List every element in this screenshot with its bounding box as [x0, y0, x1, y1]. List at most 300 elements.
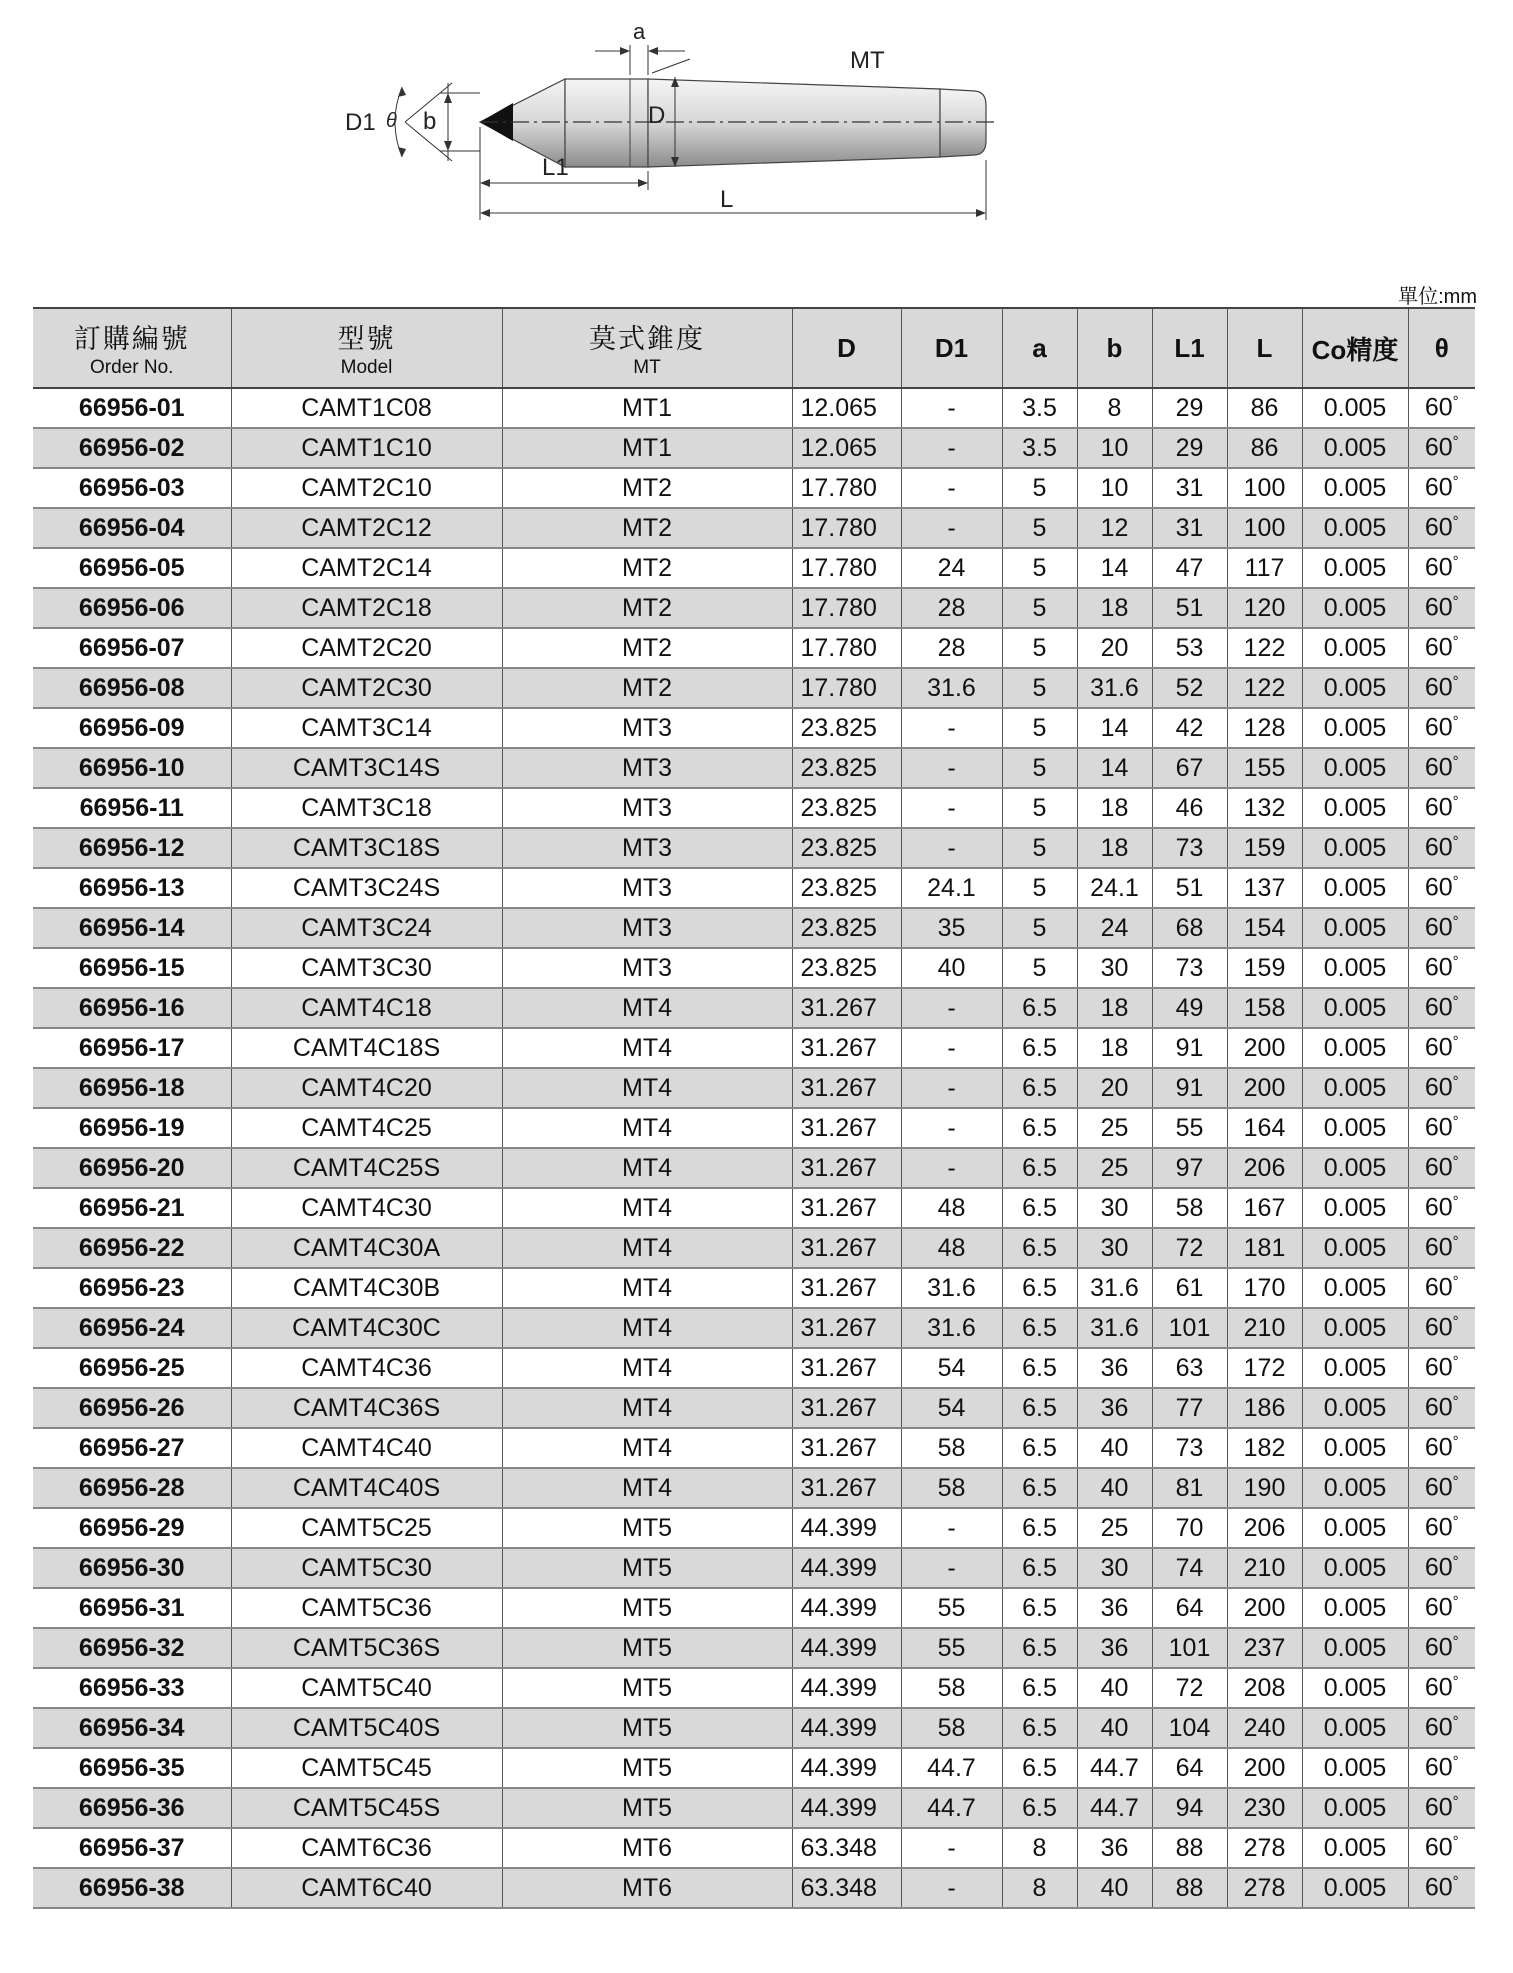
cell-d: 31.267	[792, 1428, 901, 1468]
cell-b: 18	[1077, 988, 1152, 1028]
header-order-en: Order No.	[90, 357, 174, 378]
degree-symbol: °	[1452, 913, 1459, 931]
theta-value: 60	[1424, 753, 1453, 782]
cell-model: CAMT5C45	[231, 1748, 502, 1788]
degree-symbol: °	[1452, 1553, 1459, 1571]
cell-d: 31.267	[792, 1228, 901, 1268]
cell-order-no: 66956-35	[33, 1748, 231, 1788]
cell-a: 5	[1002, 468, 1077, 508]
cell-b: 18	[1077, 588, 1152, 628]
theta-value: 60	[1424, 553, 1453, 582]
theta-value: 60	[1424, 1473, 1453, 1502]
cell-b: 18	[1077, 828, 1152, 868]
cell-l1: 49	[1152, 988, 1227, 1028]
cell-mt: MT4	[502, 1268, 792, 1308]
degree-symbol: °	[1452, 993, 1459, 1011]
cell-b: 30	[1077, 1228, 1152, 1268]
cell-l1: 51	[1152, 868, 1227, 908]
cell-mt: MT4	[502, 1068, 792, 1108]
cell-model: CAMT4C36S	[231, 1388, 502, 1428]
theta-value: 60	[1424, 1833, 1453, 1862]
cell-model: CAMT2C14	[231, 548, 502, 588]
cell-co: 0.005	[1302, 628, 1408, 668]
cell-order-no: 66956-34	[33, 1708, 231, 1748]
cell-mt: MT5	[502, 1708, 792, 1748]
table-row	[33, 388, 1475, 428]
cell-mt: MT2	[502, 588, 792, 628]
cell-l1: 64	[1152, 1588, 1227, 1628]
table-row	[33, 1308, 1475, 1348]
label-theta: θ	[386, 110, 397, 132]
table-row	[33, 1388, 1475, 1428]
cell-model: CAMT4C20	[231, 1068, 502, 1108]
cell-theta	[1408, 868, 1475, 908]
cell-d: 31.267	[792, 1268, 901, 1308]
cell-d1: 31.6	[901, 1268, 1002, 1308]
theta-value: 60	[1424, 1433, 1453, 1462]
cell-a: 5	[1002, 828, 1077, 868]
cell-co: 0.005	[1302, 1388, 1408, 1428]
cell-l: 240	[1227, 1708, 1302, 1748]
table-row	[33, 1428, 1475, 1468]
header-d: D	[792, 308, 901, 388]
cell-co: 0.005	[1302, 1348, 1408, 1388]
cell-co: 0.005	[1302, 1148, 1408, 1188]
table-row	[33, 1028, 1475, 1068]
cell-order-no: 66956-12	[33, 828, 231, 868]
cell-theta	[1408, 468, 1475, 508]
cell-co: 0.005	[1302, 1068, 1408, 1108]
cell-model: CAMT3C14S	[231, 748, 502, 788]
cell-theta	[1408, 708, 1475, 748]
cell-a: 5	[1002, 508, 1077, 548]
cell-d: 31.267	[792, 1388, 901, 1428]
cell-theta	[1408, 1308, 1475, 1348]
cell-order-no: 66956-17	[33, 1028, 231, 1068]
cell-a: 5	[1002, 908, 1077, 948]
theta-value: 60	[1424, 873, 1453, 902]
cell-order-no: 66956-02	[33, 428, 231, 468]
cell-order-no: 66956-27	[33, 1428, 231, 1468]
table-row	[33, 948, 1475, 988]
cell-co: 0.005	[1302, 1308, 1408, 1348]
cell-b: 30	[1077, 1188, 1152, 1228]
cell-mt: MT2	[502, 508, 792, 548]
cell-l: 181	[1227, 1228, 1302, 1268]
cell-l1: 46	[1152, 788, 1227, 828]
degree-symbol: °	[1452, 1113, 1459, 1131]
cell-l: 159	[1227, 828, 1302, 868]
cell-model: CAMT4C25S	[231, 1148, 502, 1188]
cell-d: 44.399	[792, 1788, 901, 1828]
cell-b: 10	[1077, 468, 1152, 508]
cell-order-no: 66956-18	[33, 1068, 231, 1108]
cell-d: 23.825	[792, 748, 901, 788]
cell-order-no: 66956-32	[33, 1628, 231, 1668]
table-row	[33, 788, 1475, 828]
cell-order-no: 66956-13	[33, 868, 231, 908]
cell-a: 6.5	[1002, 1268, 1077, 1308]
cell-model: CAMT4C40S	[231, 1468, 502, 1508]
theta-value: 60	[1424, 1313, 1453, 1342]
cell-order-no: 66956-01	[33, 388, 231, 428]
cell-l1: 74	[1152, 1548, 1227, 1588]
cell-a: 5	[1002, 948, 1077, 988]
degree-symbol: °	[1452, 1233, 1459, 1251]
cell-b: 25	[1077, 1108, 1152, 1148]
cell-model: CAMT2C18	[231, 588, 502, 628]
table-row	[33, 1108, 1475, 1148]
cell-l: 128	[1227, 708, 1302, 748]
cell-d1: -	[901, 1148, 1002, 1188]
degree-symbol: °	[1452, 473, 1459, 491]
theta-value: 60	[1424, 1793, 1453, 1822]
cell-theta	[1408, 1628, 1475, 1668]
cell-theta	[1408, 1548, 1475, 1588]
cell-a: 5	[1002, 788, 1077, 828]
degree-symbol: °	[1452, 1073, 1459, 1091]
cell-order-no: 66956-38	[33, 1868, 231, 1908]
cell-theta	[1408, 1228, 1475, 1268]
cell-mt: MT2	[502, 468, 792, 508]
degree-symbol: °	[1452, 1753, 1459, 1771]
cell-d1: 48	[901, 1228, 1002, 1268]
cell-theta	[1408, 988, 1475, 1028]
cell-l: 100	[1227, 508, 1302, 548]
header-l1: L1	[1152, 308, 1227, 388]
table-row	[33, 1508, 1475, 1548]
cell-l: 172	[1227, 1348, 1302, 1388]
cell-a: 5	[1002, 748, 1077, 788]
cell-l: 278	[1227, 1868, 1302, 1908]
degree-symbol: °	[1452, 793, 1459, 811]
cell-order-no: 66956-10	[33, 748, 231, 788]
cell-l: 237	[1227, 1628, 1302, 1668]
theta-value: 60	[1424, 713, 1453, 742]
cell-l1: 81	[1152, 1468, 1227, 1508]
label-d: D	[648, 102, 666, 129]
cell-d: 44.399	[792, 1588, 901, 1628]
cell-b: 20	[1077, 1068, 1152, 1108]
table-body	[33, 388, 1475, 1908]
degree-symbol: °	[1452, 1713, 1459, 1731]
cell-a: 6.5	[1002, 1308, 1077, 1348]
cell-l1: 52	[1152, 668, 1227, 708]
cell-d1: 54	[901, 1348, 1002, 1388]
cell-d1: -	[901, 388, 1002, 428]
cell-d1: -	[901, 468, 1002, 508]
cell-model: CAMT4C30A	[231, 1228, 502, 1268]
cell-mt: MT2	[502, 668, 792, 708]
cell-model: CAMT4C30	[231, 1188, 502, 1228]
table-row	[33, 1788, 1475, 1828]
cell-a: 5	[1002, 628, 1077, 668]
cell-co: 0.005	[1302, 908, 1408, 948]
cell-theta	[1408, 1148, 1475, 1188]
degree-symbol: °	[1452, 1513, 1459, 1531]
cell-l: 186	[1227, 1388, 1302, 1428]
cell-d1: -	[901, 508, 1002, 548]
cell-order-no: 66956-05	[33, 548, 231, 588]
cell-d: 23.825	[792, 868, 901, 908]
cell-l: 210	[1227, 1548, 1302, 1588]
header-co: Co精度	[1302, 308, 1408, 388]
cell-l: 230	[1227, 1788, 1302, 1828]
header-d1: D1	[901, 308, 1002, 388]
theta-value: 60	[1424, 913, 1453, 942]
cell-co: 0.005	[1302, 508, 1408, 548]
cell-model: CAMT4C30C	[231, 1308, 502, 1348]
cell-order-no: 66956-16	[33, 988, 231, 1028]
theta-value: 60	[1424, 1593, 1453, 1622]
cell-d: 44.399	[792, 1548, 901, 1588]
cell-co: 0.005	[1302, 668, 1408, 708]
cell-d1: -	[901, 1028, 1002, 1068]
cell-l: 200	[1227, 1068, 1302, 1108]
cell-l1: 73	[1152, 1428, 1227, 1468]
cell-a: 6.5	[1002, 1468, 1077, 1508]
cell-theta	[1408, 388, 1475, 428]
cell-l: 200	[1227, 1028, 1302, 1068]
degree-symbol: °	[1452, 593, 1459, 611]
table-row	[33, 1148, 1475, 1188]
cell-co: 0.005	[1302, 428, 1408, 468]
cell-b: 25	[1077, 1508, 1152, 1548]
cell-a: 5	[1002, 548, 1077, 588]
cell-l1: 72	[1152, 1228, 1227, 1268]
cell-l: 182	[1227, 1428, 1302, 1468]
table-row	[33, 1228, 1475, 1268]
cell-model: CAMT2C20	[231, 628, 502, 668]
cell-theta	[1408, 1108, 1475, 1148]
cell-mt: MT4	[502, 1028, 792, 1068]
cell-l1: 29	[1152, 388, 1227, 428]
theta-value: 60	[1424, 1073, 1453, 1102]
cell-d: 31.267	[792, 1348, 901, 1388]
label-l1: L1	[542, 154, 569, 181]
table-row	[33, 708, 1475, 748]
table-row	[33, 1068, 1475, 1108]
table-row	[33, 1868, 1475, 1908]
cell-d1: 58	[901, 1468, 1002, 1508]
cell-d: 17.780	[792, 508, 901, 548]
cell-d1: -	[901, 1068, 1002, 1108]
cell-l: 190	[1227, 1468, 1302, 1508]
cell-l: 164	[1227, 1108, 1302, 1148]
theta-value: 60	[1424, 473, 1453, 502]
cell-mt: MT4	[502, 988, 792, 1028]
cell-order-no: 66956-15	[33, 948, 231, 988]
cell-mt: MT2	[502, 548, 792, 588]
theta-value: 60	[1424, 513, 1453, 542]
cell-mt: MT4	[502, 1108, 792, 1148]
theta-value: 60	[1424, 1553, 1453, 1582]
cell-theta	[1408, 1188, 1475, 1228]
cell-co: 0.005	[1302, 1628, 1408, 1668]
theta-value: 60	[1424, 393, 1453, 422]
cell-theta	[1408, 1468, 1475, 1508]
cell-l1: 29	[1152, 428, 1227, 468]
cell-a: 6.5	[1002, 1508, 1077, 1548]
cell-l1: 61	[1152, 1268, 1227, 1308]
cell-d1: 48	[901, 1188, 1002, 1228]
cell-model: CAMT5C45S	[231, 1788, 502, 1828]
cell-l1: 31	[1152, 468, 1227, 508]
cell-d1: 28	[901, 628, 1002, 668]
header-order-no	[33, 308, 231, 388]
cell-model: CAMT4C36	[231, 1348, 502, 1388]
cell-b: 8	[1077, 388, 1152, 428]
cell-order-no: 66956-23	[33, 1268, 231, 1308]
cell-model: CAMT3C30	[231, 948, 502, 988]
degree-symbol: °	[1452, 673, 1459, 691]
cell-l1: 73	[1152, 828, 1227, 868]
cell-theta	[1408, 1428, 1475, 1468]
cell-co: 0.005	[1302, 1668, 1408, 1708]
cell-l: 117	[1227, 548, 1302, 588]
cell-d: 12.065	[792, 428, 901, 468]
cell-mt: MT2	[502, 628, 792, 668]
cell-b: 36	[1077, 1388, 1152, 1428]
cell-order-no: 66956-26	[33, 1388, 231, 1428]
cell-model: CAMT5C36S	[231, 1628, 502, 1668]
cell-d: 31.267	[792, 1148, 901, 1188]
table-row	[33, 868, 1475, 908]
neck-shape	[565, 79, 648, 167]
table-row	[33, 428, 1475, 468]
cell-d: 23.825	[792, 788, 901, 828]
theta-value: 60	[1424, 1113, 1453, 1142]
header-b: b	[1077, 308, 1152, 388]
cell-b: 18	[1077, 788, 1152, 828]
cell-a: 8	[1002, 1868, 1077, 1908]
theta-value: 60	[1424, 1153, 1453, 1182]
cell-d: 17.780	[792, 548, 901, 588]
cell-mt: MT3	[502, 828, 792, 868]
cell-b: 36	[1077, 1628, 1152, 1668]
cell-d1: -	[901, 708, 1002, 748]
cell-model: CAMT5C40S	[231, 1708, 502, 1748]
cell-theta	[1408, 628, 1475, 668]
cell-b: 36	[1077, 1348, 1152, 1388]
cell-model: CAMT6C40	[231, 1868, 502, 1908]
cell-l1: 63	[1152, 1348, 1227, 1388]
theta-value: 60	[1424, 953, 1453, 982]
table-row	[33, 628, 1475, 668]
cell-model: CAMT2C12	[231, 508, 502, 548]
cell-co: 0.005	[1302, 1868, 1408, 1908]
cell-l: 158	[1227, 988, 1302, 1028]
cell-a: 6.5	[1002, 988, 1077, 1028]
cell-b: 14	[1077, 548, 1152, 588]
cell-l1: 70	[1152, 1508, 1227, 1548]
cell-order-no: 66956-08	[33, 668, 231, 708]
cell-l1: 72	[1152, 1668, 1227, 1708]
cell-co: 0.005	[1302, 1028, 1408, 1068]
cell-d1: 28	[901, 588, 1002, 628]
cell-l1: 64	[1152, 1748, 1227, 1788]
cell-d1: 54	[901, 1388, 1002, 1428]
cell-l: 86	[1227, 388, 1302, 428]
degree-symbol: °	[1452, 1873, 1459, 1891]
degree-symbol: °	[1452, 553, 1459, 571]
degree-symbol: °	[1452, 713, 1459, 731]
cell-mt: MT5	[502, 1788, 792, 1828]
cell-co: 0.005	[1302, 1548, 1408, 1588]
table-row	[33, 1188, 1475, 1228]
theta-value: 60	[1424, 1873, 1453, 1902]
cell-l: 210	[1227, 1308, 1302, 1348]
cell-co: 0.005	[1302, 1828, 1408, 1868]
cell-order-no: 66956-11	[33, 788, 231, 828]
cell-co: 0.005	[1302, 1748, 1408, 1788]
specification-table	[33, 307, 1475, 1909]
cell-l: 100	[1227, 468, 1302, 508]
table-row	[33, 1468, 1475, 1508]
cell-order-no: 66956-21	[33, 1188, 231, 1228]
cell-d: 31.267	[792, 1068, 901, 1108]
cell-l1: 77	[1152, 1388, 1227, 1428]
cell-co: 0.005	[1302, 1108, 1408, 1148]
cell-co: 0.005	[1302, 1268, 1408, 1308]
cell-d1: 58	[901, 1668, 1002, 1708]
cell-a: 6.5	[1002, 1348, 1077, 1388]
header-model-zh: 型號	[337, 324, 396, 354]
cell-b: 12	[1077, 508, 1152, 548]
label-b: b	[423, 108, 437, 135]
cell-b: 36	[1077, 1828, 1152, 1868]
table-row	[33, 1348, 1475, 1388]
degree-symbol: °	[1452, 1313, 1459, 1331]
cell-l: 167	[1227, 1188, 1302, 1228]
cell-model: CAMT1C08	[231, 388, 502, 428]
cell-d1: 55	[901, 1628, 1002, 1668]
cell-order-no: 66956-04	[33, 508, 231, 548]
cell-theta	[1408, 1388, 1475, 1428]
cell-theta	[1408, 1668, 1475, 1708]
cell-theta	[1408, 828, 1475, 868]
cell-co: 0.005	[1302, 748, 1408, 788]
cell-a: 6.5	[1002, 1428, 1077, 1468]
header-model-en: Model	[340, 357, 393, 378]
cell-co: 0.005	[1302, 828, 1408, 868]
cell-d1: 58	[901, 1428, 1002, 1468]
cell-co: 0.005	[1302, 388, 1408, 428]
degree-symbol: °	[1452, 1793, 1459, 1811]
cell-mt: MT3	[502, 748, 792, 788]
cell-b: 14	[1077, 708, 1152, 748]
cell-co: 0.005	[1302, 948, 1408, 988]
cell-d: 44.399	[792, 1708, 901, 1748]
label-d1: D1	[345, 109, 376, 136]
cell-theta	[1408, 908, 1475, 948]
cell-mt: MT3	[502, 868, 792, 908]
cell-b: 44.7	[1077, 1748, 1152, 1788]
cell-order-no: 66956-24	[33, 1308, 231, 1348]
degree-symbol: °	[1452, 1393, 1459, 1411]
cell-order-no: 66956-09	[33, 708, 231, 748]
cell-a: 6.5	[1002, 1788, 1077, 1828]
cell-mt: MT3	[502, 908, 792, 948]
cell-b: 40	[1077, 1868, 1152, 1908]
theta-value: 60	[1424, 1353, 1453, 1382]
cell-co: 0.005	[1302, 1228, 1408, 1268]
cell-b: 30	[1077, 1548, 1152, 1588]
theta-value: 60	[1424, 433, 1453, 462]
unit-note: 單位:mm	[1398, 286, 1477, 308]
cell-d1: -	[901, 748, 1002, 788]
cell-l1: 55	[1152, 1108, 1227, 1148]
